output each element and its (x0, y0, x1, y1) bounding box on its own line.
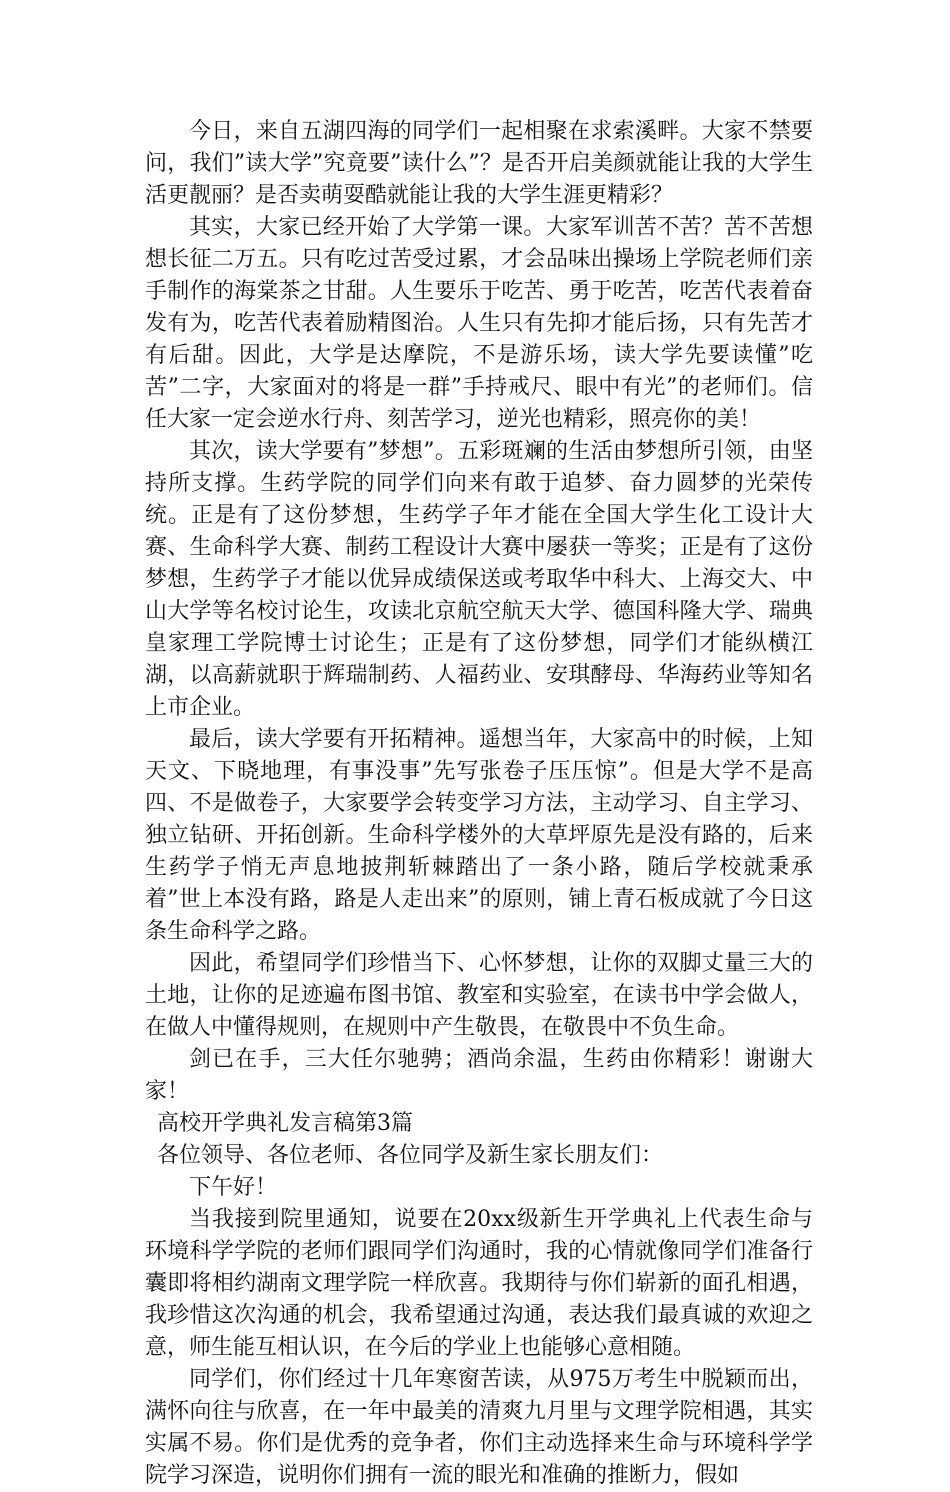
greeting: 下午好！ (189, 1175, 278, 1200)
paragraph-dream: 其次，读大学要有”梦想”。五彩斑斓的生活由梦想所引领，由坚持所支撑。生药学院的同学们向来有敢于追梦、奋力圆梦的光荣传统。正是有了这份梦想，生药学子年才能在全国大学生化工设计大赛、生命科学大赛、制药工程设计大赛中屡获一等奖；正是有了这份梦想，生药学子才能以优异成绩保送或考取华中科大、上海交大、中山大学等名校讨论生，攻读北京航空航天大学、德国科隆大学、瑞典皇家理工学院博士讨论生；正是有了这份梦想，同学们才能纵横江湖，以高薪就职于辉瑞制药、人福药业、安琪酵母、华海药业等知名上市企业。 (145, 439, 813, 720)
paragraph-students: 同学们，你们经过十几年寒窗苦读，从975万考生中脱颖而出，满怀向往与欣喜，在一年中最美的清爽九月里与文理学院相遇，其实实属不易。你们是优秀的竞争者，你们主动选择来生命与环境科学学院学习深造，说明你们拥有一流的眼光和准确的推断力，假如 (145, 1367, 813, 1488)
paragraph-hope: 因此，希望同学们珍惜当下、心怀梦想，让你的双脚丈量三大的土地，让你的足迹遍布图书馆、教室和实验室，在读书中学会做人，在做人中懂得规则，在规则中产生敬畏，在敬畏中不负生命。 (145, 951, 813, 1040)
paragraph-opening: 今日，来自五湖四海的同学们一起相聚在求索溪畔。大家不禁要问，我们”读大学”究竟要”读什么”？是否开启美颜就能让我的大学生活更靓丽？是否卖萌耍酷就能让我的大学生涯更精彩？ (145, 119, 813, 208)
salutation: 各位领导、各位老师、各位同学及新生家长朋友们： (157, 1143, 664, 1168)
paragraph-pioneering: 最后，读大学要有开拓精神。遥想当年，大家高中的时候，上知天文、下晓地理，有事没事”先写张卷子压压惊”。但是大学不是高四、不是做卷子，大家要学会转变学习方法，主动学习、自主学习、独立钻研、开拓创新。生命科学楼外的大草坪原先是没有路的，后来生药学子悄无声息地披荆斩棘踏出了一条小路，随后学校就秉承着”世上本没有路，路是人走出来”的原则，铺上青石板成就了今日这条生命科学之路。 (145, 727, 813, 944)
paragraph-hardship: 其实，大家已经开始了大学第一课。大家军训苦不苦？苦不苦想想长征二万五。只有吃过苦受过累，才会品味出操场上学院老师们亲手制作的海棠茶之甘甜。人生要乐于吃苦、勇于吃苦，吃苦代表着奋发有为，吃苦代表着励精图治。人生只有先抑才能后扬，只有先苦才有后甜。因此，大学是达摩院，不是游乐场，读大学先要读懂”吃苦”二字，大家面对的将是一群”手持戒尺、眼中有光”的老师们。信任大家一定会逆水行舟、刻苦学习，逆光也精彩，照亮你的美！ (145, 215, 813, 432)
section-title: 高校开学典礼发言稿第3篇 (157, 1111, 413, 1136)
paragraph-closing: 剑已在手，三大任尔驰骋；酒尚余温，生药由你精彩！谢谢大家！ (145, 1047, 813, 1104)
document-body (145, 116, 813, 1492)
paragraph-notice: 当我接到院里通知，说要在20xx级新生开学典礼上代表生命与环境科学学院的老师们跟同学们沟通时，我的心情就像同学们准备行囊即将相约湖南文理学院一样欣喜。我期待与你们崭新的面孔相遇，我珍惜这次沟通的机会，我希望通过沟通，表达我们最真诚的欢迎之意，师生能互相认识，在今后的学业上也能够心意相随。 (145, 1207, 813, 1360)
